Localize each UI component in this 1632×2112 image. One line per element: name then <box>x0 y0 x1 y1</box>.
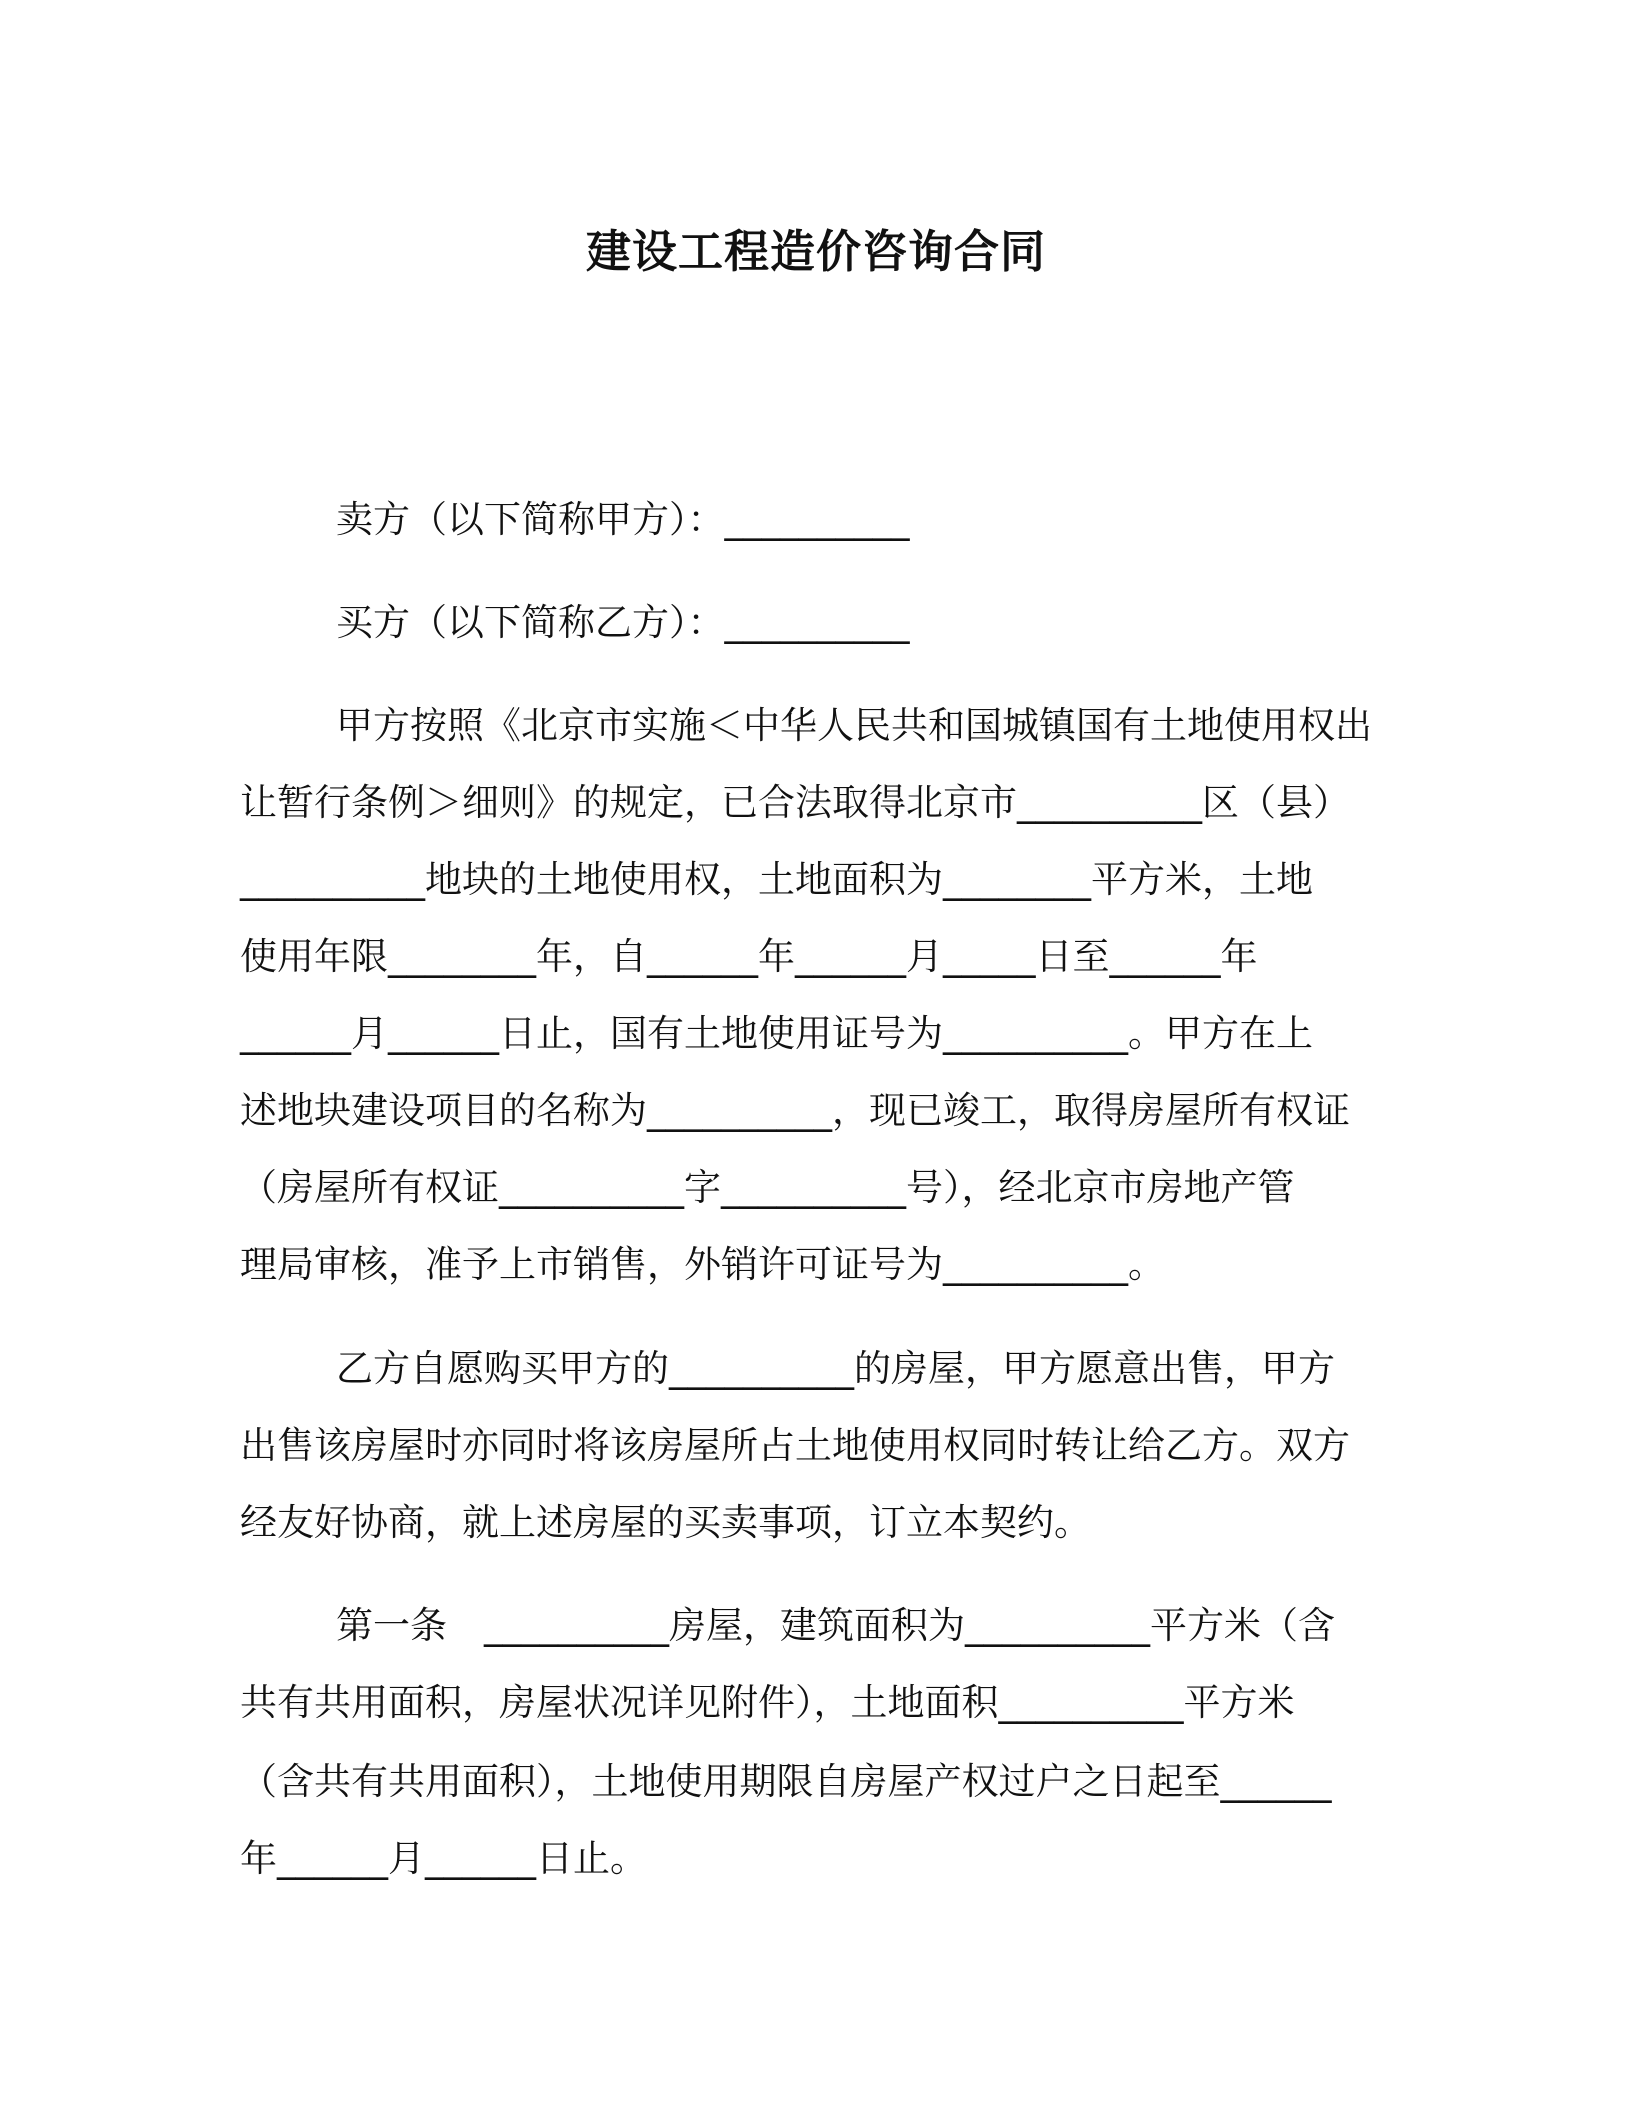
paragraph-line: 理局审核，准予上市销售，外销许可证号为__________。 <box>240 1243 1165 1286</box>
paragraph-line: 甲方按照《北京市实施＜中华人民共和国城镇国有土地使用权出 <box>336 704 1372 747</box>
article-1-line: 年______月______日止。 <box>240 1837 647 1880</box>
article-1-line: 第一条 __________房屋，建筑面积为__________平方米（含 <box>336 1604 1335 1647</box>
paragraph-line: （房屋所有权证__________字__________号），经北京市房地产管 <box>240 1166 1295 1209</box>
seller-line: 卖方（以下简称甲方）：__________ <box>336 498 910 541</box>
paragraph-line: 让暂行条例＞细则》的规定，已合法取得北京市__________区（县） <box>240 781 1350 824</box>
buyer-line: 买方（以下简称乙方）：__________ <box>336 601 910 644</box>
paragraph-line: 使用年限________年，自______年______月_____日至______年 <box>240 935 1258 978</box>
paragraph-line: 述地块建设项目的名称为__________，现已竣工，取得房屋所有权证 <box>240 1089 1350 1132</box>
article-1-line: （含共有共用面积），土地使用期限自房屋产权过户之日起至______ <box>240 1760 1332 1803</box>
paragraph-line: ______月______日止，国有土地使用证号为__________。甲方在上 <box>240 1012 1313 1055</box>
paragraph-line: 乙方自愿购买甲方的__________的房屋，甲方愿意出售，甲方 <box>336 1347 1335 1390</box>
article-1-line: 共有共用面积，房屋状况详见附件），土地面积__________平方米 <box>240 1681 1295 1724</box>
document-title: 建设工程造价咨询合同 <box>585 225 1046 278</box>
paragraph-line: __________地块的土地使用权，土地面积为________平方米，土地 <box>240 858 1313 901</box>
paragraph-line: 出售该房屋时亦同时将该房屋所占土地使用权同时转让给乙方。双方 <box>240 1424 1350 1467</box>
paragraph-line: 经友好协商，就上述房屋的买卖事项，订立本契约。 <box>240 1501 1091 1544</box>
